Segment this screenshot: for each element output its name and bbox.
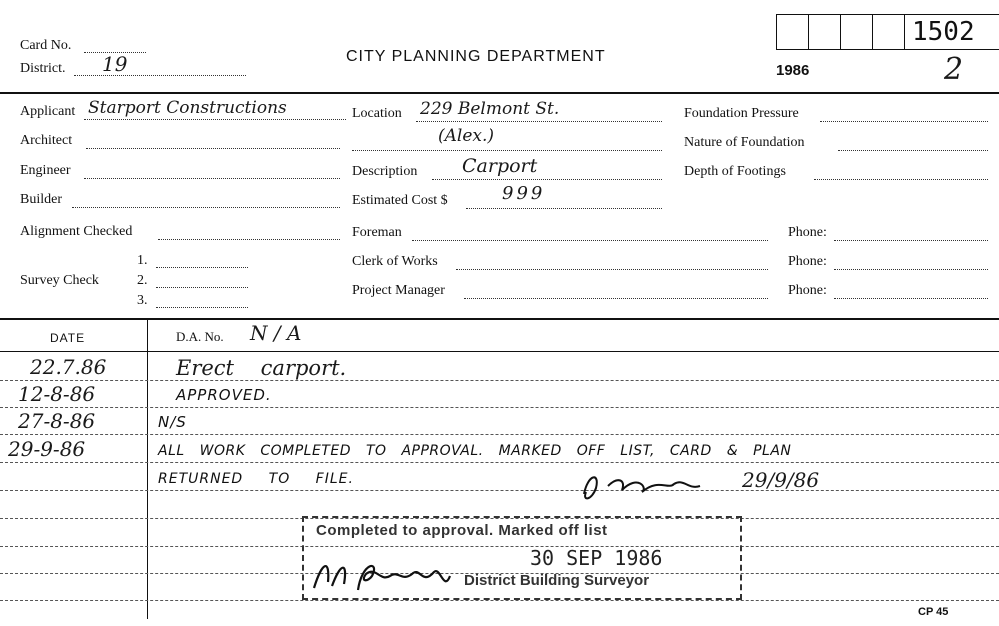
log-text: ALL WORK COMPLETED TO APPROVAL. MARKED OFF LIST, CARD & PLAN bbox=[158, 443, 792, 459]
card-number: 1502 bbox=[912, 17, 975, 47]
applicant-label: Applicant bbox=[20, 104, 76, 119]
location-value: 229 Belmont St. bbox=[420, 99, 560, 119]
log-text: Erect carport. bbox=[176, 356, 347, 380]
year: 1986 bbox=[776, 62, 810, 79]
nature-foundation-line bbox=[838, 150, 988, 151]
location-line bbox=[416, 121, 662, 122]
sheet-number: 2 bbox=[944, 52, 964, 87]
log-rule bbox=[0, 490, 999, 491]
da-value: N / A bbox=[250, 321, 302, 345]
district-value: 19 bbox=[102, 52, 128, 76]
applicant-value: Starport Constructions bbox=[88, 98, 287, 118]
form-code: CP 45 bbox=[918, 606, 949, 618]
date-header: DATE bbox=[50, 331, 86, 345]
page-title: CITY PLANNING DEPARTMENT bbox=[346, 48, 606, 65]
foreman-phone-label: Phone: bbox=[788, 225, 827, 240]
pm-label: Project Manager bbox=[352, 283, 445, 298]
architect-label: Architect bbox=[20, 133, 73, 148]
pm-phone-line bbox=[834, 298, 988, 299]
location-label: Location bbox=[352, 106, 402, 121]
description-value: Carport bbox=[462, 155, 538, 177]
log-header-line bbox=[0, 351, 999, 352]
pm-phone-label: Phone: bbox=[788, 283, 827, 298]
log-rule bbox=[0, 434, 999, 435]
description-label: Description bbox=[352, 164, 418, 179]
stamp-line1: Completed to approval. Marked off list bbox=[316, 522, 608, 539]
estimated-cost-value: 999 bbox=[502, 183, 546, 204]
clerk-label: Clerk of Works bbox=[352, 254, 438, 269]
log-text: APPROVED. bbox=[176, 386, 272, 404]
da-label: D.A. No. bbox=[176, 329, 224, 344]
pm-line bbox=[464, 298, 768, 299]
survey-1-label: 1. bbox=[137, 253, 148, 268]
log-top-border bbox=[0, 318, 999, 320]
log-rule bbox=[0, 407, 999, 408]
clerk-phone-label: Phone: bbox=[788, 254, 827, 269]
alignment-label: Alignment Checked bbox=[20, 224, 133, 239]
estimated-cost-label: Estimated Cost $ bbox=[352, 193, 448, 208]
builder-line bbox=[72, 207, 340, 208]
box-divider bbox=[904, 15, 905, 49]
applicant-line bbox=[84, 119, 346, 120]
foreman-phone-line bbox=[834, 240, 988, 241]
log-rule bbox=[0, 462, 999, 463]
foundation-pressure-line bbox=[820, 121, 988, 122]
location-value-2: (Alex.) bbox=[438, 126, 495, 146]
clerk-phone-line bbox=[834, 269, 988, 270]
log-rule bbox=[0, 600, 999, 601]
survey-3-line bbox=[156, 307, 248, 308]
header-divider bbox=[0, 92, 999, 94]
survey-2-label: 2. bbox=[137, 273, 148, 288]
location-line-2 bbox=[352, 150, 662, 151]
foreman-label: Foreman bbox=[352, 225, 402, 240]
description-line bbox=[432, 179, 662, 180]
clerk-line bbox=[456, 269, 768, 270]
signoff-date: 29/9/86 bbox=[742, 468, 820, 492]
foundation-pressure-label: Foundation Pressure bbox=[684, 106, 799, 121]
depth-footings-line bbox=[814, 179, 988, 180]
foreman-line bbox=[412, 240, 768, 241]
box-divider bbox=[872, 15, 873, 49]
log-date: 12-8-86 bbox=[18, 382, 96, 406]
card-no-label: Card No. bbox=[20, 38, 72, 53]
engineer-line bbox=[84, 178, 340, 179]
log-text: RETURNED TO FILE. bbox=[158, 471, 354, 487]
box-divider bbox=[840, 15, 841, 49]
survey-label: Survey Check bbox=[20, 273, 99, 288]
log-date: 27-8-86 bbox=[18, 409, 96, 433]
inspector-signature bbox=[578, 466, 718, 506]
log-rule bbox=[0, 380, 999, 381]
engineer-label: Engineer bbox=[20, 163, 71, 178]
survey-1-line bbox=[156, 267, 248, 268]
district-label: District. bbox=[20, 61, 66, 76]
depth-footings-label: Depth of Footings bbox=[684, 164, 786, 179]
log-date: 29-9-86 bbox=[8, 437, 86, 461]
nature-foundation-label: Nature of Foundation bbox=[684, 135, 805, 150]
box-divider bbox=[808, 15, 809, 49]
survey-2-line bbox=[156, 287, 248, 288]
architect-line bbox=[86, 148, 340, 149]
survey-3-label: 3. bbox=[137, 293, 148, 308]
stamp-office: District Building Surveyor bbox=[464, 572, 650, 589]
date-column-divider bbox=[147, 319, 148, 619]
estimated-cost-line bbox=[466, 208, 662, 209]
alignment-line bbox=[158, 239, 340, 240]
builder-label: Builder bbox=[20, 192, 62, 207]
log-text: N/S bbox=[158, 413, 187, 431]
surveyor-signature bbox=[310, 552, 460, 598]
district-line bbox=[74, 75, 246, 76]
stamp-date: 30 SEP 1986 bbox=[530, 546, 663, 570]
log-date: 22.7.86 bbox=[30, 355, 107, 379]
